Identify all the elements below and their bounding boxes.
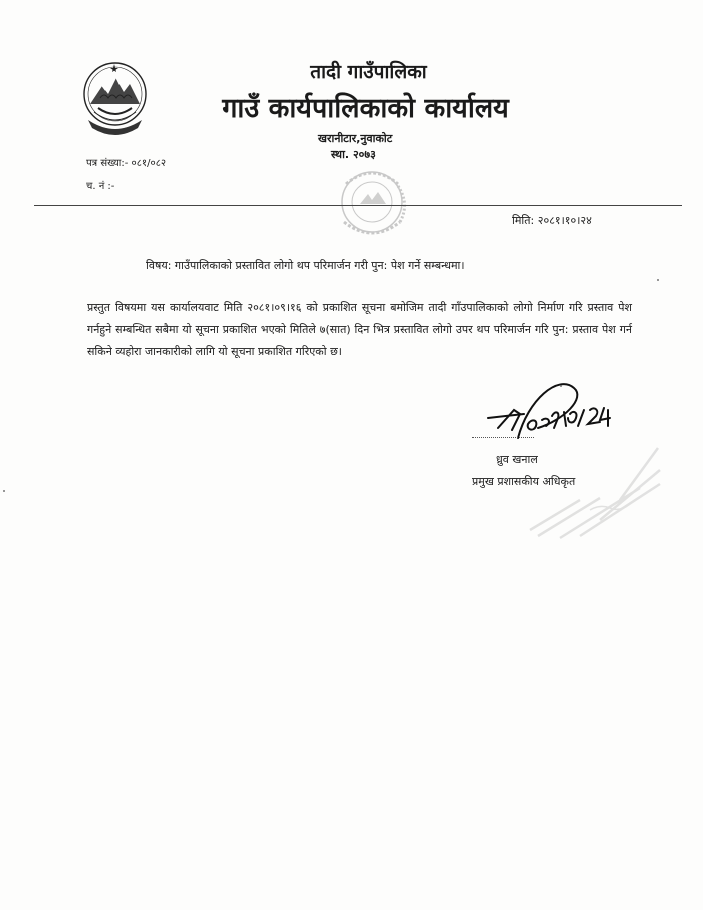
dispatch-number: च. नं :- <box>86 181 115 192</box>
office-name: गाउँ कार्यपालिकाको कार्यालय <box>222 93 509 124</box>
signatory-name: ध्रुव खनाल <box>496 453 538 466</box>
established-year: स्था. २०७३ <box>331 148 376 161</box>
signatory-designation: प्रमुख प्रशासकीय अधिकृत <box>472 475 576 488</box>
municipality-name: तादी गाउँपालिका <box>310 61 427 83</box>
header-divider <box>34 205 682 206</box>
scan-speck <box>560 385 562 387</box>
letter-number: पत्र संख्या:- ०८१/०८२ <box>86 158 167 169</box>
handwritten-signature <box>468 380 618 452</box>
signature-line <box>472 437 534 438</box>
letter-subject: विषय: गाउँपालिकाको प्रस्तावित लोगो थप परिमार्जन गरी पुन: पेश गर्ने सम्बन्धमा। <box>146 259 465 272</box>
letter-date: मिति: २०८१।१०।२४ <box>512 214 592 227</box>
scan-speck <box>657 279 659 281</box>
office-address: खरानीटार,नुवाकोट <box>318 132 393 145</box>
letter-body: प्रस्तुत विषयमा यस कार्यालयवाट मिति २०८१।०९।१६ को प्रकाशित सूचना बमोजिम तादी गाँउपालिकाको लोगो निर्माण गरि प्रस्ताव पेश गर्नहुने सम्बन्धित सबैमा यो सूचना प्रकाशित भएको मितिले ७(सात) दिन भित्र प्रस्तावित लोगो उपर थप परिमार्जन गरि पुन: प्रस्ताव पेश गर्न सकिने व्यहोरा जानकारीको लागि यो सूचना प्रकाशित गरिएको छ। <box>87 301 632 358</box>
scan-speck <box>3 490 5 492</box>
faded-signature-stamp <box>520 440 670 540</box>
